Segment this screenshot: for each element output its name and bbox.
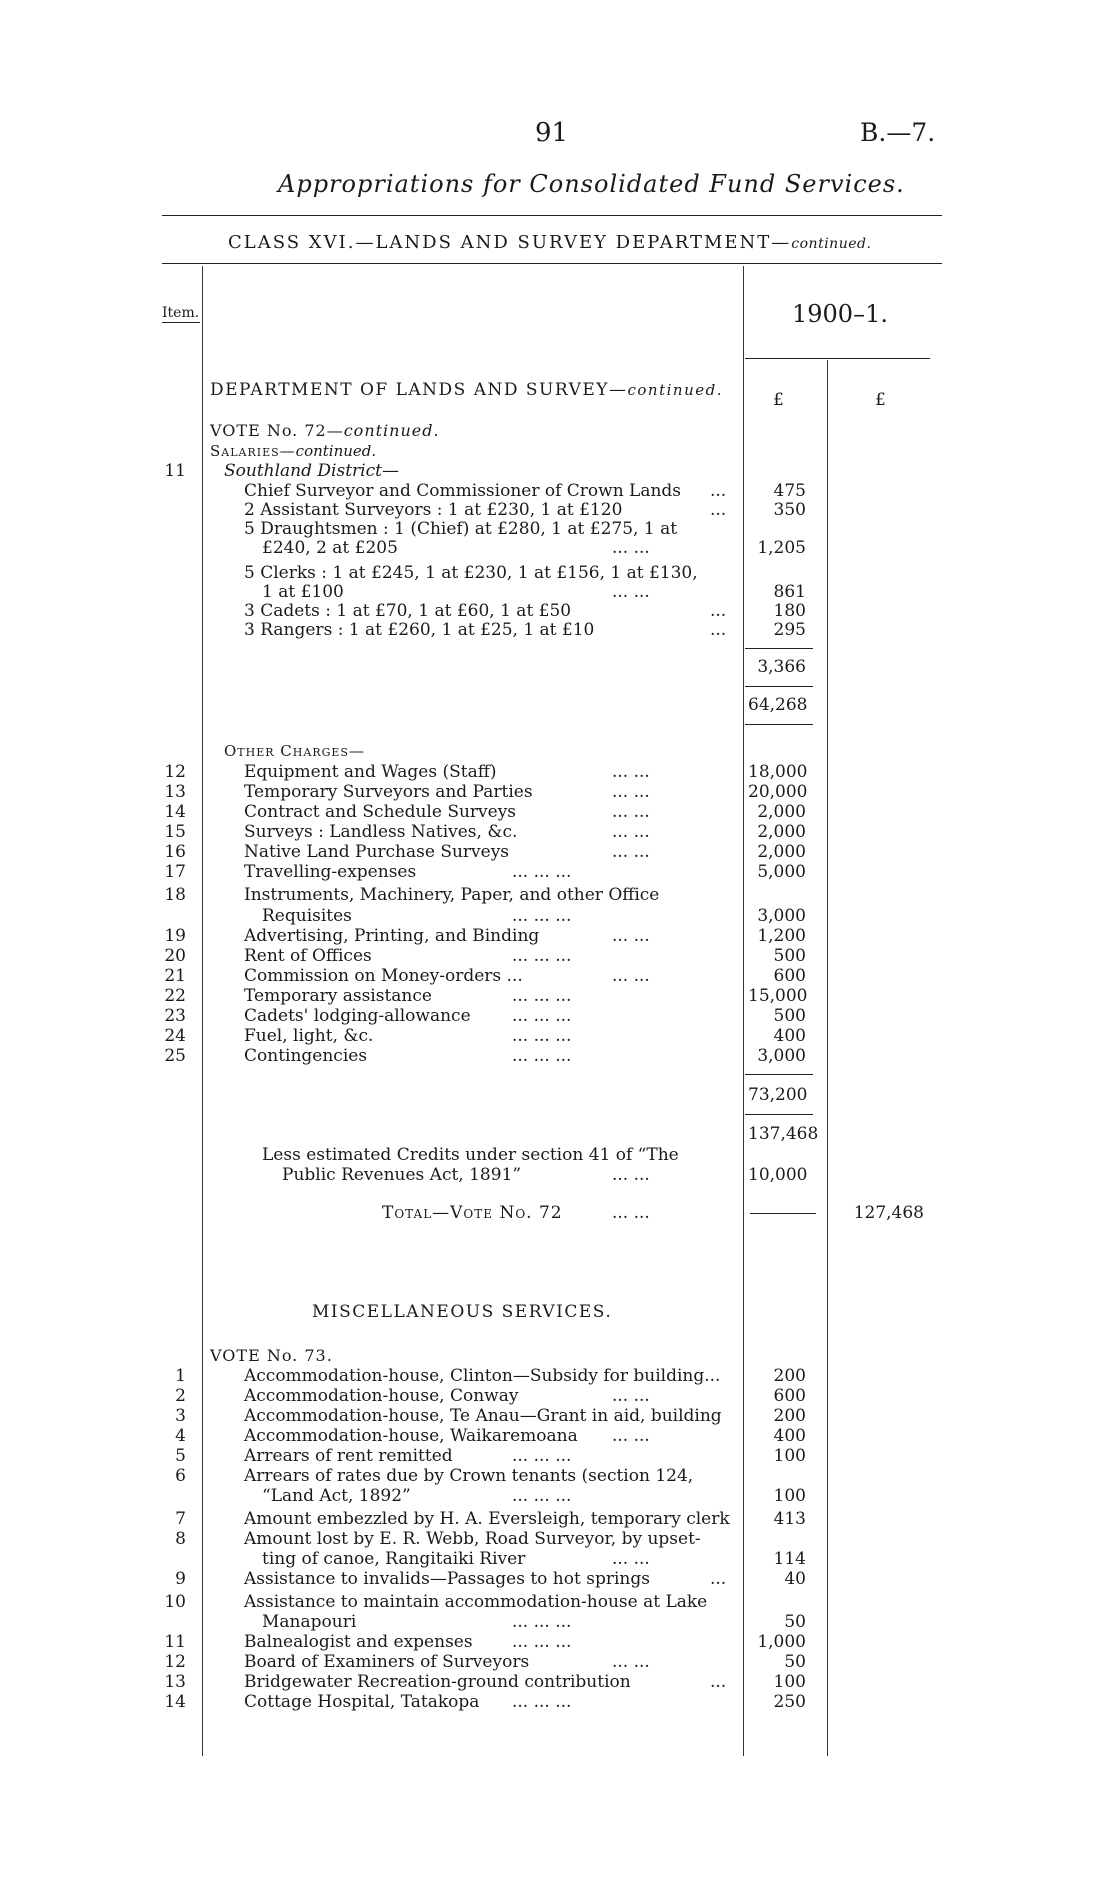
leader-dots: ... ... ... <box>512 1692 572 1712</box>
salary-row <box>0 620 1114 642</box>
item-number: 25 <box>164 1046 186 1066</box>
leader-dots: ... ... <box>612 822 650 842</box>
salary-desc: 5 Clerks : 1 at £245, 1 at £230, 1 at £156, 1 at £130, <box>244 563 698 583</box>
other-charge-row <box>0 885 1114 907</box>
charge-amount: 5,000 <box>757 862 806 882</box>
document-reference: B.—7. <box>860 118 936 147</box>
rule-top <box>162 215 942 216</box>
misc-desc: Arrears of rent remitted <box>244 1446 453 1466</box>
misc-desc: Accommodation-house, Waikaremoana <box>244 1426 578 1446</box>
charge-desc: Commission on Money-orders ... <box>244 966 523 986</box>
misc-row <box>0 1692 1114 1714</box>
leader-dots: ... <box>710 1672 727 1692</box>
credits-row <box>0 1165 1114 1187</box>
charge-desc: Travelling-expenses <box>244 862 417 882</box>
currency-symbol-1: £ <box>773 390 784 410</box>
leader-dots: ... ... <box>612 582 650 602</box>
other-charge-row <box>0 782 1114 804</box>
misc-desc: Amount embezzled by H. A. Eversleigh, temporary clerk <box>244 1509 730 1529</box>
item-number: 14 <box>164 1692 186 1712</box>
misc-row <box>0 1529 1114 1551</box>
misc-amount: 200 <box>773 1406 806 1426</box>
item-number: 10 <box>164 1592 186 1612</box>
other-charge-row <box>0 1006 1114 1028</box>
charge-amount: 2,000 <box>757 822 806 842</box>
charge-desc: Surveys : Landless Natives, &c. <box>244 822 518 842</box>
misc-row <box>0 1446 1114 1468</box>
item-number: 21 <box>164 966 186 986</box>
charge-amount: 2,000 <box>757 842 806 862</box>
leader-dots: ... ... <box>612 926 650 946</box>
other-charge-row <box>0 1046 1114 1068</box>
leader-dots: ... ... ... <box>512 1006 572 1026</box>
misc-amount: 250 <box>773 1692 806 1712</box>
salary-desc: £240, 2 at £205 <box>262 538 398 558</box>
item-number: 13 <box>164 782 186 802</box>
charge-desc: Equipment and Wages (Staff) <box>244 762 497 782</box>
charge-amount: 2,000 <box>757 802 806 822</box>
item-column-header: Item. <box>162 305 200 321</box>
leader-dots: ... ... <box>612 1426 650 1446</box>
leader-dots: ... <box>710 500 727 520</box>
subtotal-rule <box>745 648 813 649</box>
misc-desc: “Land Act, 1892” <box>262 1486 411 1506</box>
other-charge-row <box>0 926 1114 948</box>
charge-amount: 1,200 <box>757 926 806 946</box>
charge-amount: 20,000 <box>748 782 808 802</box>
grand-subtotal: 137,468 <box>748 1124 819 1144</box>
misc-amount: 200 <box>773 1366 806 1386</box>
item-number: 12 <box>164 762 186 782</box>
item-number: 12 <box>164 1652 186 1672</box>
leader-dots: ... ... ... <box>512 1632 572 1652</box>
misc-desc: Arrears of rates due by Crown tenants (section 124, <box>244 1466 694 1486</box>
misc-amount: 600 <box>773 1386 806 1406</box>
misc-row <box>0 1672 1114 1694</box>
leader-dots: ... ... <box>612 842 650 862</box>
item-number: 23 <box>164 1006 186 1026</box>
subtotal-rule <box>745 1074 813 1075</box>
item-number: 2 <box>175 1386 186 1406</box>
charge-desc: Cadets' lodging-allowance <box>244 1006 471 1026</box>
misc-desc: Cottage Hospital, Tatakopa <box>244 1692 480 1712</box>
leader-dots: ... ... ... <box>512 862 572 882</box>
misc-row <box>0 1592 1114 1614</box>
misc-desc: Manapouri <box>262 1612 357 1632</box>
credits-row <box>0 1145 1114 1167</box>
other-charge-row <box>0 946 1114 968</box>
misc-desc: Balnealogist and expenses <box>244 1632 473 1652</box>
leader-dots: ... <box>710 620 727 640</box>
misc-amount: 100 <box>773 1486 806 1506</box>
salary-desc: 1 at £100 <box>262 582 344 602</box>
salaries-total: 64,268 <box>748 695 808 715</box>
charge-desc: Rent of Offices <box>244 946 372 966</box>
charge-desc: Temporary assistance <box>244 986 432 1006</box>
other-charge-row <box>0 1026 1114 1048</box>
leader-dots: ... ... ... <box>512 946 572 966</box>
misc-row <box>0 1652 1114 1674</box>
other-charge-row <box>0 822 1114 844</box>
misc-row <box>0 1426 1114 1448</box>
salary-amount: 350 <box>773 500 806 520</box>
charge-amount: 600 <box>773 966 806 986</box>
leader-dots: ... ... ... <box>512 906 572 926</box>
misc-desc: Accommodation-house, Conway <box>244 1386 519 1406</box>
salary-desc: 3 Rangers : 1 at £260, 1 at £25, 1 at £10 <box>244 620 595 640</box>
misc-row <box>0 1612 1114 1634</box>
misc-amount: 1,000 <box>757 1632 806 1652</box>
misc-row <box>0 1486 1114 1508</box>
charge-amount: 500 <box>773 946 806 966</box>
leader-dots: ... ... ... <box>512 1612 572 1632</box>
leader-dots: ... ... ... <box>512 1446 572 1466</box>
item-number: 16 <box>164 842 186 862</box>
charge-desc: Fuel, light, &c. <box>244 1026 374 1046</box>
item-number: 1 <box>175 1366 186 1386</box>
charge-amount: 500 <box>773 1006 806 1026</box>
misc-row <box>0 1406 1114 1428</box>
leader-dots: ... ... <box>612 762 650 782</box>
vote-72-heading <box>210 421 440 440</box>
leader-dots: ... ... ... <box>512 1026 572 1046</box>
leader-dots: ... <box>710 601 727 621</box>
leader-dots: ... ... <box>612 538 650 558</box>
misc-desc: Bridgewater Recreation-ground contribution <box>244 1672 631 1692</box>
salary-amount: 861 <box>773 582 806 602</box>
item-number: 9 <box>175 1569 186 1589</box>
salary-amount: 1,205 <box>757 538 806 558</box>
item-number: 15 <box>164 822 186 842</box>
item-number: 11 <box>164 461 186 481</box>
charge-desc: Contingencies <box>244 1046 368 1066</box>
item-number: 18 <box>164 885 186 905</box>
misc-amount: 413 <box>773 1509 806 1529</box>
misc-row <box>0 1509 1114 1531</box>
year-header: 1900–1. <box>792 300 888 328</box>
misc-amount: 114 <box>773 1549 806 1569</box>
page-number: 91 <box>535 118 569 148</box>
salaries-heading <box>210 442 376 460</box>
misc-amount: 400 <box>773 1426 806 1446</box>
leader-dots: ... ... ... <box>512 1046 572 1066</box>
salary-desc: 3 Cadets : 1 at £70, 1 at £60, 1 at £50 <box>244 601 572 621</box>
year-header-rule <box>745 358 930 359</box>
charge-desc: Native Land Purchase Surveys <box>244 842 510 862</box>
salary-row <box>0 538 1114 560</box>
misc-desc: Board of Examiners of Surveyors <box>244 1652 530 1672</box>
class-continued: continued. <box>791 236 872 252</box>
total-vote-72-row <box>0 1203 1114 1225</box>
credits-desc-line1: Less estimated Credits under section 41 of “The <box>262 1145 679 1165</box>
subtotal-rule <box>745 1114 813 1115</box>
subtotal-rule <box>745 686 813 687</box>
misc-row <box>0 1632 1114 1654</box>
department-title: DEPARTMENT OF LANDS AND SURVEY— <box>210 380 628 400</box>
other-charge-row <box>0 862 1114 884</box>
department-continued: continued. <box>627 381 723 399</box>
total-label: Total—Vote No. 72 <box>382 1203 563 1223</box>
charge-desc: Advertising, Printing, and Binding <box>244 926 540 946</box>
vote-73-heading: VOTE No. 73. <box>210 1346 333 1365</box>
item-number: 11 <box>164 1632 186 1652</box>
other-charge-row <box>0 842 1114 864</box>
district-label: Southland District— <box>224 461 399 481</box>
item-number: 4 <box>175 1426 186 1446</box>
item-number: 14 <box>164 802 186 822</box>
charge-desc: Instruments, Machinery, Paper, and other Office <box>244 885 660 905</box>
item-number: 6 <box>175 1466 186 1486</box>
salaries-label: Salaries— <box>210 442 296 460</box>
other-charge-row <box>0 906 1114 928</box>
misc-desc: Assistance to maintain accommodation-house at Lake <box>244 1592 708 1612</box>
item-header-rule <box>162 322 200 323</box>
misc-row <box>0 1549 1114 1571</box>
leader-dots: ... ... <box>612 782 650 802</box>
subtotal-rule <box>745 724 813 725</box>
leader-dots: ... ... <box>612 802 650 822</box>
item-number: 13 <box>164 1672 186 1692</box>
misc-amount: 40 <box>784 1569 806 1589</box>
misc-desc: ting of canoe, Rangitaiki River <box>262 1549 526 1569</box>
leader-dots: ... ... <box>612 1165 650 1185</box>
total-amount: 127,468 <box>853 1203 924 1223</box>
other-charges-subtotal: 73,200 <box>748 1085 808 1105</box>
leader-dots: ... ... ... <box>512 986 572 1006</box>
other-charge-row <box>0 762 1114 784</box>
misc-amount: 50 <box>784 1652 806 1672</box>
leader-dots: ... <box>710 1569 727 1589</box>
misc-row <box>0 1466 1114 1488</box>
salary-desc: 5 Draughtsmen : 1 (Chief) at £280, 1 at £275, 1 at <box>244 519 678 539</box>
misc-services-heading: MISCELLANEOUS SERVICES. <box>312 1302 613 1322</box>
charge-desc: Contract and Schedule Surveys <box>244 802 517 822</box>
salary-amount: 475 <box>773 481 806 501</box>
leader-dots: ... <box>710 481 727 501</box>
leader-dots: ... ... <box>612 1652 650 1672</box>
department-heading <box>210 380 723 400</box>
salaries-subtotal: 3,366 <box>757 657 806 677</box>
item-number: 20 <box>164 946 186 966</box>
item-number: 8 <box>175 1529 186 1549</box>
salary-desc: Chief Surveyor and Commissioner of Crown Lands <box>244 481 682 501</box>
item-number: 5 <box>175 1446 186 1466</box>
item-number: 24 <box>164 1026 186 1046</box>
item-number: 7 <box>175 1509 186 1529</box>
currency-symbol-2: £ <box>875 390 886 410</box>
other-charge-row <box>0 966 1114 988</box>
misc-amount: 50 <box>784 1612 806 1632</box>
leader-dots: ... ... <box>612 966 650 986</box>
charge-desc: Requisites <box>262 906 352 926</box>
item-number: 19 <box>164 926 186 946</box>
salary-amount: 180 <box>773 601 806 621</box>
misc-desc: Assistance to invalids—Passages to hot springs <box>244 1569 650 1589</box>
misc-desc: Accommodation-house, Te Anau—Grant in aid, building <box>244 1406 722 1426</box>
misc-row <box>0 1386 1114 1408</box>
salary-amount: 295 <box>773 620 806 640</box>
charge-amount: 3,000 <box>757 906 806 926</box>
misc-desc: Accommodation-house, Clinton—Subsidy for building... <box>244 1366 721 1386</box>
misc-desc: Amount lost by E. R. Webb, Road Surveyor, by upset- <box>244 1529 701 1549</box>
other-charges-heading: Other Charges— <box>224 742 365 760</box>
other-charge-row <box>0 802 1114 824</box>
charge-amount: 15,000 <box>748 986 808 1006</box>
class-heading <box>228 232 871 253</box>
misc-amount: 100 <box>773 1446 806 1466</box>
district-row <box>0 461 1114 483</box>
misc-row <box>0 1569 1114 1591</box>
item-number: 3 <box>175 1406 186 1426</box>
rule-under-class <box>162 263 942 264</box>
misc-amount: 100 <box>773 1672 806 1692</box>
charge-amount: 18,000 <box>748 762 808 782</box>
vote-72-label: VOTE No. 72— <box>210 421 344 440</box>
credits-amount: 10,000 <box>748 1165 808 1185</box>
credits-desc-line2: Public Revenues Act, 1891” <box>282 1165 522 1185</box>
page-title: Appropriations for Consolidated Fund Services. <box>278 170 905 198</box>
salary-desc: 2 Assistant Surveyors : 1 at £230, 1 at £120 <box>244 500 623 520</box>
misc-row <box>0 1366 1114 1388</box>
class-title: CLASS XVI.—LANDS AND SURVEY DEPARTMENT— <box>228 232 792 253</box>
vote-72-continued: continued. <box>343 421 440 440</box>
leader-dots: ... ... <box>612 1203 650 1223</box>
charge-amount: 400 <box>773 1026 806 1046</box>
charge-desc: Temporary Surveyors and Parties <box>244 782 533 802</box>
salaries-continued: continued. <box>295 442 377 460</box>
charge-amount: 3,000 <box>757 1046 806 1066</box>
item-number: 17 <box>164 862 186 882</box>
item-number: 22 <box>164 986 186 1006</box>
leader-dots: ... ... <box>612 1549 650 1569</box>
other-charge-row <box>0 986 1114 1008</box>
leader-dots: ... ... ... <box>512 1486 572 1506</box>
leader-dots: ... ... <box>612 1386 650 1406</box>
